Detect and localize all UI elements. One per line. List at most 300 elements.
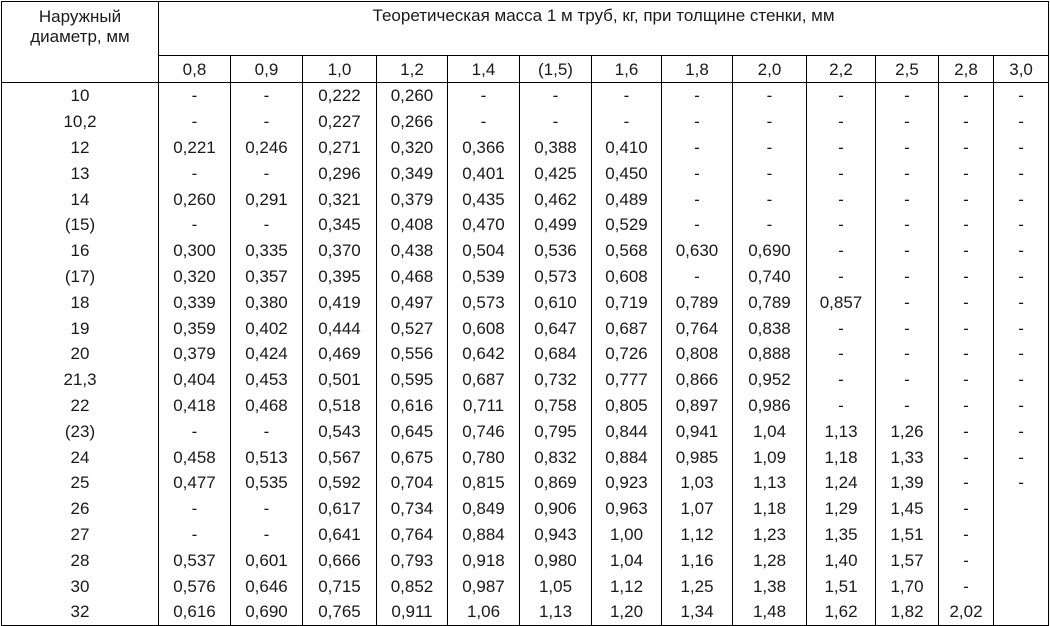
table-title: Теоретическая масса 1 м труб, кг, при толщине стенки, мм xyxy=(159,2,1049,56)
mass-cell: 1,38 xyxy=(733,573,807,599)
table-row xyxy=(2,212,1049,238)
mass-cell: 0,764 xyxy=(377,522,448,548)
mass-cell: - xyxy=(662,186,733,212)
thickness-header: 1,4 xyxy=(448,56,520,83)
thickness-header: 1,2 xyxy=(377,56,448,83)
mass-cell: 1,40 xyxy=(807,547,876,573)
mass-cell: 1,03 xyxy=(662,470,733,496)
mass-cell: - xyxy=(939,418,994,444)
outer-diameter-header-line1: Наружный xyxy=(38,7,122,26)
mass-cell: 1,33 xyxy=(876,444,939,470)
mass-cell: 0,291 xyxy=(231,186,303,212)
mass-cell: - xyxy=(876,315,939,341)
mass-cell: 1,04 xyxy=(592,547,662,573)
table-row xyxy=(2,315,1049,341)
thickness-header: 2,5 xyxy=(876,56,939,83)
mass-cell: 0,675 xyxy=(377,444,448,470)
mass-cell: - xyxy=(592,109,662,135)
outer-diameter-cell: 14 xyxy=(2,186,159,212)
mass-cell xyxy=(994,522,1049,548)
thickness-header: 0,8 xyxy=(159,56,231,83)
mass-cell: 0,567 xyxy=(303,444,377,470)
mass-cell: 1,26 xyxy=(876,418,939,444)
outer-diameter-cell: 19 xyxy=(2,315,159,341)
mass-cell: 1,16 xyxy=(662,547,733,573)
mass-cell: 0,535 xyxy=(231,470,303,496)
mass-cell: - xyxy=(876,186,939,212)
mass-cell: 0,765 xyxy=(303,599,377,625)
mass-cell: 0,266 xyxy=(377,109,448,135)
mass-cell: 1,29 xyxy=(807,496,876,522)
mass-cell: 0,923 xyxy=(592,470,662,496)
mass-cell: 0,453 xyxy=(231,367,303,393)
mass-cell: 0,357 xyxy=(231,264,303,290)
mass-cell: 1,25 xyxy=(662,573,733,599)
mass-cell: 1,13 xyxy=(520,599,592,625)
mass-cell: - xyxy=(994,341,1049,367)
mass-cell: 0,793 xyxy=(377,547,448,573)
mass-cell: - xyxy=(662,160,733,186)
table-row xyxy=(2,444,1049,470)
mass-cell: 1,70 xyxy=(876,573,939,599)
mass-cell: - xyxy=(807,367,876,393)
mass-cell: 0,395 xyxy=(303,264,377,290)
mass-cell: 1,18 xyxy=(733,496,807,522)
mass-cell: 0,527 xyxy=(377,315,448,341)
mass-cell: 0,539 xyxy=(448,264,520,290)
mass-cell: - xyxy=(939,522,994,548)
mass-cell: - xyxy=(939,496,994,522)
mass-cell: 0,866 xyxy=(662,367,733,393)
mass-cell: - xyxy=(807,341,876,367)
mass-cell: 0,884 xyxy=(448,522,520,548)
mass-cell: 0,529 xyxy=(592,212,662,238)
mass-cell: 0,617 xyxy=(303,496,377,522)
mass-cell: 0,608 xyxy=(592,264,662,290)
mass-cell: 0,450 xyxy=(592,160,662,186)
mass-cell: 0,832 xyxy=(520,444,592,470)
mass-cell: - xyxy=(733,83,807,109)
mass-cell: - xyxy=(733,160,807,186)
mass-cell: 0,321 xyxy=(303,186,377,212)
mass-cell: - xyxy=(231,212,303,238)
thickness-header: 2,2 xyxy=(807,56,876,83)
mass-cell: - xyxy=(994,418,1049,444)
mass-cell: 0,764 xyxy=(662,315,733,341)
mass-cell: 0,987 xyxy=(448,573,520,599)
mass-cell: 0,789 xyxy=(662,289,733,315)
mass-cell: 0,504 xyxy=(448,238,520,264)
mass-cell: 0,410 xyxy=(592,135,662,161)
mass-cell: - xyxy=(876,212,939,238)
mass-cell: - xyxy=(876,135,939,161)
mass-cell: 0,852 xyxy=(377,573,448,599)
outer-diameter-cell: 12 xyxy=(2,135,159,161)
mass-cell: 0,719 xyxy=(592,289,662,315)
mass-cell: 0,260 xyxy=(159,186,231,212)
mass-cell: 1,09 xyxy=(733,444,807,470)
outer-diameter-cell: (15) xyxy=(2,212,159,238)
mass-cell: 0,963 xyxy=(592,496,662,522)
mass-cell: 0,556 xyxy=(377,341,448,367)
mass-cell: 0,715 xyxy=(303,573,377,599)
mass-cell: 0,711 xyxy=(448,393,520,419)
mass-cell: 0,246 xyxy=(231,135,303,161)
mass-cell: 1,13 xyxy=(807,418,876,444)
mass-cell: 0,805 xyxy=(592,393,662,419)
outer-diameter-cell: 10,2 xyxy=(2,109,159,135)
mass-cell: 0,608 xyxy=(448,315,520,341)
mass-cell: 0,227 xyxy=(303,109,377,135)
mass-cell: - xyxy=(231,522,303,548)
mass-cell: 0,918 xyxy=(448,547,520,573)
mass-cell: - xyxy=(994,135,1049,161)
mass-cell: - xyxy=(939,367,994,393)
mass-cell: 0,690 xyxy=(733,238,807,264)
mass-cell xyxy=(994,547,1049,573)
mass-cell: 1,48 xyxy=(733,599,807,625)
mass-cell: - xyxy=(939,289,994,315)
mass-cell: - xyxy=(807,238,876,264)
mass-cell: - xyxy=(159,496,231,522)
mass-cell: 0,260 xyxy=(377,83,448,109)
mass-cell: - xyxy=(876,341,939,367)
mass-cell: 0,222 xyxy=(303,83,377,109)
mass-cell: - xyxy=(994,264,1049,290)
thickness-header: 3,0 xyxy=(994,56,1049,83)
thickness-header: (1,5) xyxy=(520,56,592,83)
mass-cell: - xyxy=(994,393,1049,419)
mass-cell: 0,537 xyxy=(159,547,231,573)
mass-cell: 0,501 xyxy=(303,367,377,393)
mass-cell: 1,20 xyxy=(592,599,662,625)
mass-cell: - xyxy=(994,289,1049,315)
mass-cell: - xyxy=(994,238,1049,264)
mass-cell: 0,499 xyxy=(520,212,592,238)
outer-diameter-cell: (23) xyxy=(2,418,159,444)
table-row xyxy=(2,367,1049,393)
mass-cell: 0,497 xyxy=(377,289,448,315)
mass-cell: 0,370 xyxy=(303,238,377,264)
mass-cell: 0,732 xyxy=(520,367,592,393)
outer-diameter-cell: 30 xyxy=(2,573,159,599)
mass-cell: - xyxy=(733,135,807,161)
outer-diameter-cell: 27 xyxy=(2,522,159,548)
mass-cell: 0,616 xyxy=(159,599,231,625)
mass-cell: 0,435 xyxy=(448,186,520,212)
mass-cell: - xyxy=(939,315,994,341)
mass-cell: 0,379 xyxy=(377,186,448,212)
mass-cell: - xyxy=(876,238,939,264)
mass-cell: 0,592 xyxy=(303,470,377,496)
mass-cell: 0,740 xyxy=(733,264,807,290)
mass-cell: 0,568 xyxy=(592,238,662,264)
table-row xyxy=(2,238,1049,264)
mass-cell: - xyxy=(807,212,876,238)
mass-cell: - xyxy=(939,470,994,496)
table-body xyxy=(2,83,1049,626)
pipe-mass-table-container xyxy=(1,1,1048,620)
mass-cell: 0,869 xyxy=(520,470,592,496)
mass-cell: 0,300 xyxy=(159,238,231,264)
mass-cell: - xyxy=(939,238,994,264)
mass-cell: - xyxy=(939,573,994,599)
mass-cell: 0,849 xyxy=(448,496,520,522)
mass-cell: - xyxy=(994,470,1049,496)
thickness-header: 2,8 xyxy=(939,56,994,83)
mass-cell: 0,518 xyxy=(303,393,377,419)
mass-cell xyxy=(994,573,1049,599)
mass-cell: 0,884 xyxy=(592,444,662,470)
mass-cell: - xyxy=(159,212,231,238)
mass-cell: 0,888 xyxy=(733,341,807,367)
mass-cell: 0,815 xyxy=(448,470,520,496)
mass-cell: 0,320 xyxy=(377,135,448,161)
mass-cell: 1,39 xyxy=(876,470,939,496)
mass-cell: 0,777 xyxy=(592,367,662,393)
outer-diameter-cell: 22 xyxy=(2,393,159,419)
mass-cell: - xyxy=(807,393,876,419)
mass-cell: - xyxy=(733,186,807,212)
mass-cell: 0,489 xyxy=(592,186,662,212)
mass-cell: 0,513 xyxy=(231,444,303,470)
outer-diameter-cell: 26 xyxy=(2,496,159,522)
mass-cell: 0,758 xyxy=(520,393,592,419)
mass-cell: - xyxy=(994,83,1049,109)
table-row xyxy=(2,418,1049,444)
mass-cell: 0,419 xyxy=(303,289,377,315)
mass-cell: 1,57 xyxy=(876,547,939,573)
outer-diameter-cell: 32 xyxy=(2,599,159,625)
thickness-header: 1,6 xyxy=(592,56,662,83)
mass-cell: 1,45 xyxy=(876,496,939,522)
mass-cell: 0,952 xyxy=(733,367,807,393)
mass-cell: - xyxy=(939,135,994,161)
mass-cell: - xyxy=(807,315,876,341)
outer-diameter-cell: 28 xyxy=(2,547,159,573)
outer-diameter-header-line2: диаметр, мм xyxy=(30,27,130,46)
mass-cell: 1,12 xyxy=(592,573,662,599)
mass-cell: - xyxy=(994,444,1049,470)
mass-cell: 0,789 xyxy=(733,289,807,315)
mass-cell: 0,630 xyxy=(662,238,733,264)
thickness-header: 0,9 xyxy=(231,56,303,83)
mass-cell: 0,543 xyxy=(303,418,377,444)
mass-cell: 1,34 xyxy=(662,599,733,625)
mass-cell: 0,404 xyxy=(159,367,231,393)
mass-cell: 0,296 xyxy=(303,160,377,186)
mass-cell: 0,897 xyxy=(662,393,733,419)
mass-cell: - xyxy=(662,109,733,135)
table-row xyxy=(2,599,1049,625)
mass-cell: 0,418 xyxy=(159,393,231,419)
mass-cell: - xyxy=(939,186,994,212)
mass-cell: 0,469 xyxy=(303,341,377,367)
mass-cell: 0,595 xyxy=(377,367,448,393)
mass-cell: - xyxy=(231,83,303,109)
table-row xyxy=(2,496,1049,522)
mass-cell: - xyxy=(876,289,939,315)
mass-cell: 0,345 xyxy=(303,212,377,238)
mass-cell: 0,601 xyxy=(231,547,303,573)
mass-cell: 0,666 xyxy=(303,547,377,573)
mass-cell: 1,62 xyxy=(807,599,876,625)
mass-cell: 0,645 xyxy=(377,418,448,444)
mass-cell: - xyxy=(994,367,1049,393)
table-row xyxy=(2,160,1049,186)
outer-diameter-cell: 18 xyxy=(2,289,159,315)
outer-diameter-cell: 24 xyxy=(2,444,159,470)
mass-cell: - xyxy=(448,109,520,135)
mass-cell: 0,808 xyxy=(662,341,733,367)
mass-cell: - xyxy=(807,264,876,290)
mass-cell: 0,576 xyxy=(159,573,231,599)
mass-cell: 0,388 xyxy=(520,135,592,161)
mass-cell: 0,943 xyxy=(520,522,592,548)
mass-cell xyxy=(994,496,1049,522)
mass-cell: 0,780 xyxy=(448,444,520,470)
mass-cell: - xyxy=(939,341,994,367)
table-row xyxy=(2,109,1049,135)
mass-cell: 1,13 xyxy=(733,470,807,496)
mass-cell: - xyxy=(876,393,939,419)
outer-diameter-header xyxy=(2,2,159,83)
mass-cell: 0,726 xyxy=(592,341,662,367)
mass-cell: - xyxy=(807,83,876,109)
mass-cell: - xyxy=(807,109,876,135)
mass-cell: - xyxy=(159,522,231,548)
mass-cell: 0,462 xyxy=(520,186,592,212)
mass-cell: 1,28 xyxy=(733,547,807,573)
mass-cell: 0,359 xyxy=(159,315,231,341)
mass-cell: 1,05 xyxy=(520,573,592,599)
mass-cell: 0,320 xyxy=(159,264,231,290)
mass-cell: - xyxy=(733,212,807,238)
mass-cell: 1,00 xyxy=(592,522,662,548)
mass-cell: 0,366 xyxy=(448,135,520,161)
mass-cell: 0,704 xyxy=(377,470,448,496)
mass-cell: 2,02 xyxy=(939,599,994,625)
mass-cell: 0,684 xyxy=(520,341,592,367)
mass-cell: 1,82 xyxy=(876,599,939,625)
mass-cell: 1,35 xyxy=(807,522,876,548)
mass-cell: 0,408 xyxy=(377,212,448,238)
mass-cell: - xyxy=(994,186,1049,212)
mass-cell: 0,536 xyxy=(520,238,592,264)
outer-diameter-cell: 25 xyxy=(2,470,159,496)
pipe-mass-table xyxy=(1,1,1049,626)
mass-cell: 0,746 xyxy=(448,418,520,444)
mass-cell: 0,401 xyxy=(448,160,520,186)
mass-cell: - xyxy=(231,109,303,135)
mass-cell: - xyxy=(520,83,592,109)
mass-cell: - xyxy=(231,160,303,186)
mass-cell: - xyxy=(939,264,994,290)
mass-cell: 0,906 xyxy=(520,496,592,522)
thickness-header: 1,0 xyxy=(303,56,377,83)
mass-cell: 0,425 xyxy=(520,160,592,186)
mass-cell: 0,468 xyxy=(231,393,303,419)
mass-cell: - xyxy=(733,109,807,135)
mass-cell: - xyxy=(448,83,520,109)
mass-cell: 0,335 xyxy=(231,238,303,264)
mass-cell: 0,573 xyxy=(520,264,592,290)
mass-cell: 0,844 xyxy=(592,418,662,444)
mass-cell: 0,380 xyxy=(231,289,303,315)
mass-cell: 0,444 xyxy=(303,315,377,341)
mass-cell: 0,470 xyxy=(448,212,520,238)
table-row xyxy=(2,83,1049,109)
mass-cell: - xyxy=(994,212,1049,238)
mass-cell: 0,986 xyxy=(733,393,807,419)
mass-cell: - xyxy=(231,496,303,522)
outer-diameter-cell: 10 xyxy=(2,83,159,109)
outer-diameter-cell: 13 xyxy=(2,160,159,186)
mass-cell: - xyxy=(939,547,994,573)
mass-cell: 1,07 xyxy=(662,496,733,522)
mass-cell: 0,647 xyxy=(520,315,592,341)
mass-cell: 0,985 xyxy=(662,444,733,470)
mass-cell: 1,12 xyxy=(662,522,733,548)
table-row xyxy=(2,264,1049,290)
mass-cell: 1,23 xyxy=(733,522,807,548)
mass-cell: - xyxy=(939,444,994,470)
mass-cell: - xyxy=(662,212,733,238)
mass-cell: 0,339 xyxy=(159,289,231,315)
mass-cell: 0,690 xyxy=(231,599,303,625)
mass-cell: - xyxy=(592,83,662,109)
mass-cell: - xyxy=(939,212,994,238)
mass-cell: 0,838 xyxy=(733,315,807,341)
mass-cell: 0,402 xyxy=(231,315,303,341)
mass-cell: 0,857 xyxy=(807,289,876,315)
mass-cell: 0,379 xyxy=(159,341,231,367)
mass-cell: - xyxy=(876,264,939,290)
mass-cell: 1,51 xyxy=(807,573,876,599)
mass-cell: 1,04 xyxy=(733,418,807,444)
mass-cell: 0,641 xyxy=(303,522,377,548)
mass-cell: 0,221 xyxy=(159,135,231,161)
outer-diameter-cell: 21,3 xyxy=(2,367,159,393)
table-row xyxy=(2,547,1049,573)
mass-cell: - xyxy=(876,160,939,186)
mass-cell: 0,941 xyxy=(662,418,733,444)
mass-cell: - xyxy=(807,160,876,186)
mass-cell: 0,468 xyxy=(377,264,448,290)
table-row xyxy=(2,289,1049,315)
mass-cell: 0,477 xyxy=(159,470,231,496)
mass-cell: 0,438 xyxy=(377,238,448,264)
table-row xyxy=(2,470,1049,496)
mass-cell: - xyxy=(939,83,994,109)
mass-cell: - xyxy=(662,135,733,161)
table-row xyxy=(2,393,1049,419)
table-row xyxy=(2,186,1049,212)
mass-cell: - xyxy=(662,264,733,290)
mass-cell: - xyxy=(994,315,1049,341)
mass-cell: - xyxy=(876,367,939,393)
mass-cell: 0,687 xyxy=(448,367,520,393)
mass-cell: - xyxy=(159,160,231,186)
table-row xyxy=(2,341,1049,367)
mass-cell: - xyxy=(994,109,1049,135)
mass-cell: 0,271 xyxy=(303,135,377,161)
thickness-header: 1,8 xyxy=(662,56,733,83)
outer-diameter-cell: 20 xyxy=(2,341,159,367)
mass-cell: 0,424 xyxy=(231,341,303,367)
mass-cell: 0,980 xyxy=(520,547,592,573)
mass-cell: - xyxy=(939,109,994,135)
